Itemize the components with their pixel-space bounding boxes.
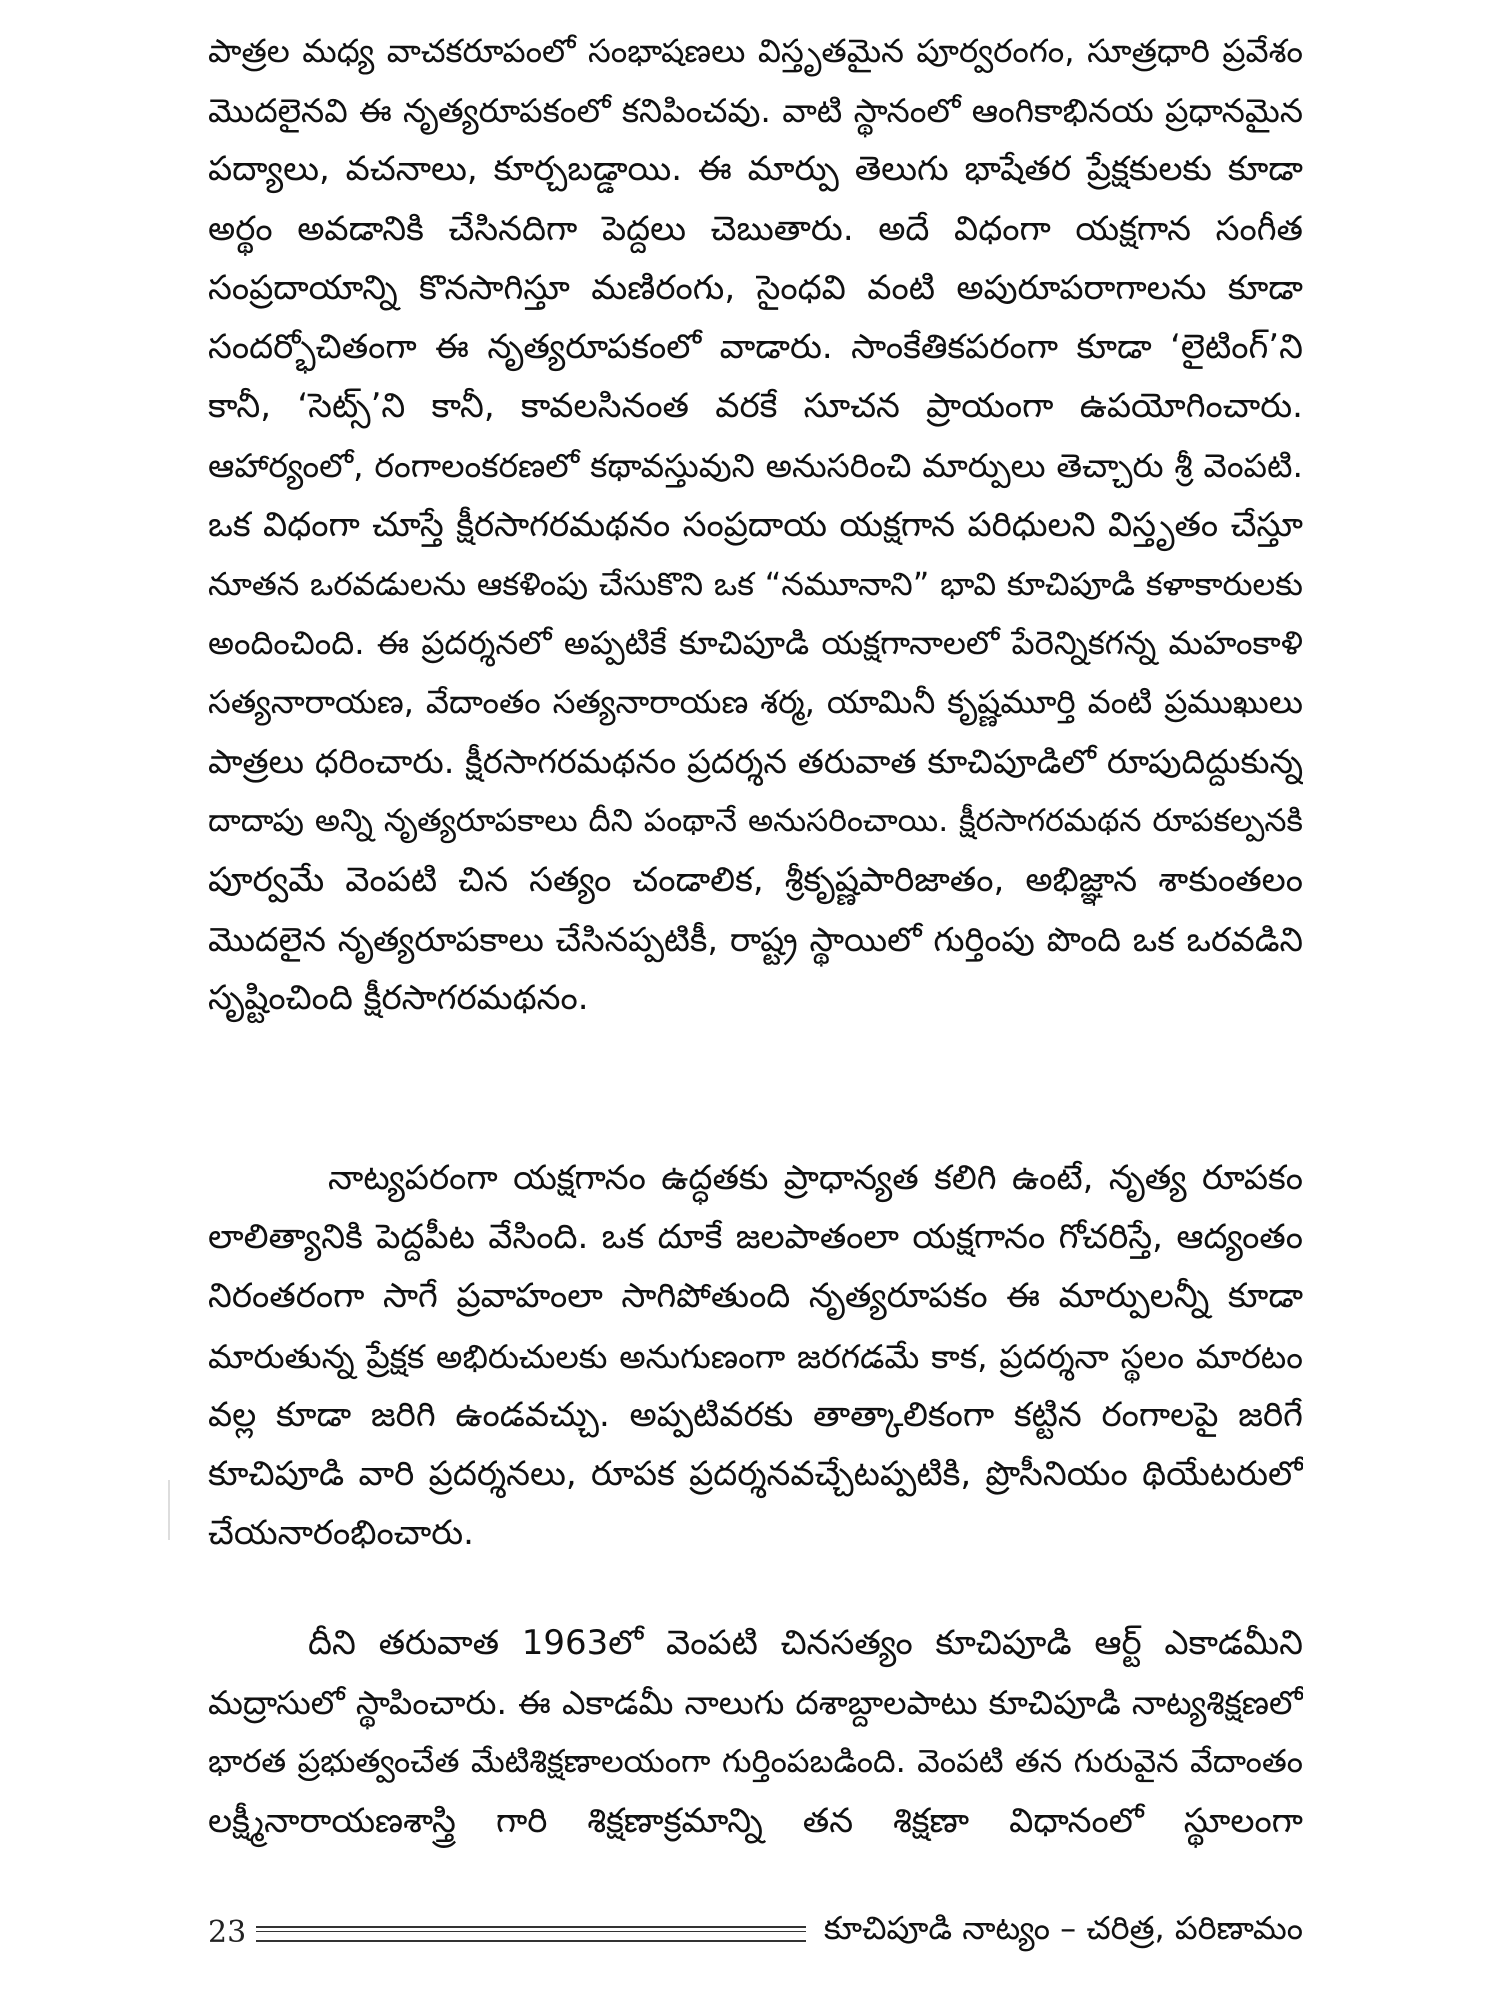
paragraph-2 [208,1149,1303,1563]
text-line: ఆహార్యంలో, రంగాలంకరణలో కథావస్తువుని అనుసరించి మార్పులు తెచ్చారు శ్రీ వెంపటి. [208,446,1303,486]
margin-mark [168,1480,170,1540]
text-line: ఒక విధంగా చూస్తే క్షీరసాగరమథనం సంప్రదాయ యక్షగాన పరిధులని విస్తృతం చేస్తూ [208,504,1303,545]
text-line: సత్యనారాయణ, వేదాంతం సత్యనారాయణ శర్మ, యామినీ కృష్ణమూర్తి వంటి ప్రముఖులు [208,683,1303,722]
text-line: దీని తరువాత 1963లో వెంపటి చినసత్యం కూచిపూడి ఆర్ట్ ఎకాడమీని [308,1623,1303,1663]
text-line: పద్యాలు, వచనాలు, కూర్చబడ్డాయి. ఈ మార్పు తెలుగు భాషేతర ప్రేక్షకులకు కూడా [208,149,1303,190]
text-line: నూతన ఒరవడులను ఆకళింపు చేసుకొని ఒక “నమూనాని” భావి కూచిపూడి కళాకారులకు [208,564,1303,603]
text-line: మారుతున్న ప్రేక్షక అభిరుచులకు అనుగుణంగా జరగడమే కాక, ప్రదర్శనా స్థలం మారటం [208,1336,1303,1376]
text-line: సందర్భోచితంగా ఈ నృత్యరూపకంలో వాడారు. సాంకేతికపరంగా కూడా ‘లైటింగ్’ని [208,327,1303,368]
text-line: అందించింది. ఈ ప్రదర్శనలో అప్పటికే కూచిపూడి యక్షగానాలలో పేరెన్నికగన్న మహంకాళి [208,624,1303,663]
book-title: కూచిపూడి నాట్యం – చరిత్ర, పరిణామం [823,1909,1303,1947]
text-line: సృష్టించింది క్షీరసాగరమథనం. [208,978,589,1019]
text-line: లాలిత్యానికి పెద్దపీట వేసింది. ఒక దూకే జలపాతంలా యక్షగానం గోచరిస్తే, ఆద్యంతం [208,1217,1303,1258]
text-line: చేయనారంభించారు. [208,1513,474,1554]
paragraph-1 [208,22,1303,1028]
text-line: నిరంతరంగా సాగే ప్రవాహంలా సాగిపోతుంది నృత్యరూపకం ఈ మార్పులన్నీ కూడా [208,1276,1303,1317]
text-line: మొదలైనవి ఈ నృత్యరూపకంలో కనిపించవు. వాటి స్థానంలో ఆంగికాభినయ ప్రధానమైన [208,91,1303,131]
text-line: దాదాపు అన్ని నృత్యరూపకాలు దీని పంథానే అనుసరించాయి. క్షీరసాగరమథన రూపకల్పనకి [208,802,1303,839]
page-number: 23 [208,1914,247,1950]
paragraph-3 [208,1614,1303,1851]
text-line: పాత్రలు ధరించారు. క్షీరసాగరమథనం ప్రదర్శన తరువాత కూచిపూడిలో రూపుదిద్దుకున్న [208,742,1303,782]
text-line: పూర్వమే వెంపటి చిన సత్యం చండాలిక, శ్రీకృష్ణపారిజాతం, అభిజ్ఞాన శాకుంతలం [208,859,1303,900]
text-line: కూచిపూడి వారి ప్రదర్శనలు, రూపక ప్రదర్శనవచ్చేటప్పటికి, ప్రొసీనియం థియేటరులో [208,1454,1303,1495]
text-line: మద్రాసులో స్థాపించారు. ఈ ఎకాడమీ నాలుగు దశాబ్దాలపాటు కూచిపూడి నాట్యశిక్షణలో [208,1683,1303,1723]
text-line: వల్ల కూడా జరిగి ఉండవచ్చు. అప్పటివరకు తాత్కాలికంగా కట్టిన రంగాలపై జరిగే [208,1394,1303,1435]
footer-rule [256,1926,806,1942]
page-footer [208,1902,1303,1962]
text-line: అర్థం అవడానికి చేసినదిగా పెద్దలు చెబుతారు. అదే విధంగా యక్షగాన సంగీత [208,208,1303,249]
page-body [208,22,1303,1962]
text-line: లక్ష్మీనారాయణశాస్త్రి గారి శిక్షణాక్రమాన్ని తన శిక్షణా విధానంలో స్థూలంగా [208,1800,1303,1841]
text-line: పాత్రల మధ్య వాచకరూపంలో సంభాషణలు విస్తృతమైన పూర్వరంగం, సూత్రధారి ప్రవేశం [208,32,1303,70]
text-line: నాట్యపరంగా యక్షగానం ఉద్ధతకు ప్రాధాన్యత కలిగి ఉంటే, నృత్య రూపకం [328,1158,1303,1198]
text-line: సంప్రదాయాన్ని కొనసాగిస్తూ మణిరంగు, సైంధవి వంటి అపురూపరాగాలను కూడా [208,267,1303,308]
text-line: మొదలైన నృత్యరూపకాలు చేసినప్పటికీ, రాష్ట్ర స్థాయిలో గుర్తింపు పొంది ఒక ఒరవడిని [208,920,1303,960]
text-line: కానీ, ‘సెట్స్’ని కానీ, కావలసినంత వరకే సూచన ప్రాయంగా ఉపయోగించారు. [208,386,1303,427]
text-line: భారత ప్రభుత్వంచేత మేటిశిక్షణాలయంగా గుర్తింపబడింది. వెంపటి తన గురువైన వేదాంతం [208,1742,1303,1781]
